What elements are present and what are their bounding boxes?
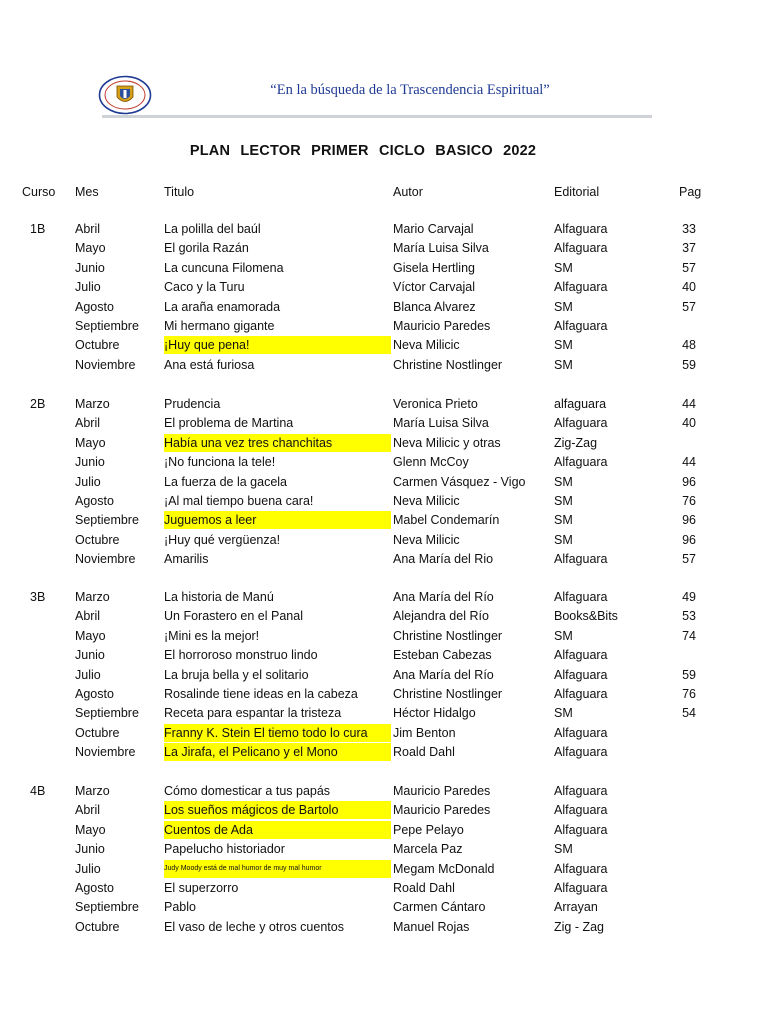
pages-cell: 59: [682, 667, 696, 682]
title-cell: La cuncuna Filomena: [164, 260, 284, 275]
publisher-cell: Alfaguara: [554, 822, 608, 837]
month-cell: Abril: [75, 609, 101, 624]
column-header-curso: Curso: [22, 185, 56, 199]
title-cell: ¡Huy qué vergüenza!: [164, 532, 281, 547]
publisher-cell: SM: [554, 357, 573, 372]
publisher-cell: Alfaguara: [554, 725, 608, 740]
author-cell: Marcela Paz: [393, 842, 463, 857]
author-cell: Ana María del Río: [393, 667, 494, 682]
pages-cell: 59: [682, 357, 696, 372]
author-cell: Megam McDonald: [393, 861, 495, 876]
pages-cell: 44: [682, 397, 696, 411]
publisher-cell: alfaguara: [554, 397, 607, 411]
publisher-cell: Alfaguara: [554, 222, 608, 236]
pages-cell: 74: [682, 628, 696, 643]
author-cell: Pepe Pelayo: [393, 822, 464, 837]
month-cell: Mayo: [75, 435, 106, 450]
course-label: 2B: [30, 397, 46, 411]
month-cell: Junio: [75, 842, 105, 857]
title-cell: El horroroso monstruo lindo: [164, 648, 318, 663]
document-title: PLAN LECTOR PRIMER CICLO BASICO 2022: [189, 143, 537, 159]
author-cell: Mauricio Paredes: [393, 319, 491, 333]
month-cell: Abril: [75, 416, 101, 431]
pages-cell: 76: [682, 687, 696, 701]
pages-cell: 53: [682, 609, 696, 624]
column-header-mes: Mes: [75, 185, 99, 199]
author-cell: Roald Dahl: [393, 881, 455, 895]
author-cell: Carmen Cántaro: [393, 900, 486, 915]
publisher-cell: Alfaguara: [554, 241, 608, 256]
month-cell: Octubre: [75, 532, 120, 547]
publisher-cell: Alfaguara: [554, 784, 608, 798]
author-cell: Neva Milicic: [393, 494, 460, 508]
publisher-cell: Zig - Zag: [554, 919, 605, 934]
course-label: 1B: [30, 222, 46, 236]
month-cell: Abril: [75, 803, 101, 818]
month-cell: Septiembre: [75, 900, 139, 915]
publisher-cell: Arrayan: [554, 900, 598, 915]
course-label: 4B: [30, 784, 46, 798]
school-crest-logo: [98, 75, 152, 115]
pages-cell: 40: [682, 416, 696, 431]
publisher-cell: SM: [554, 628, 573, 643]
author-cell: Neva Milicic y otras: [393, 435, 501, 450]
publisher-cell: SM: [554, 532, 573, 547]
month-cell: Septiembre: [75, 513, 139, 528]
title-cell: Mi hermano gigante: [164, 319, 275, 333]
publisher-cell: Alfaguara: [554, 687, 608, 701]
publisher-cell: SM: [554, 260, 573, 275]
month-cell: Julio: [75, 280, 101, 295]
title-cell: ¡Mini es la mejor!: [164, 628, 260, 643]
pages-cell: 57: [682, 260, 696, 275]
author-cell: Christine Nostlinger: [393, 357, 503, 372]
publisher-cell: Alfaguara: [554, 319, 608, 333]
title-cell: Cuentos de Ada: [164, 821, 391, 839]
author-cell: Blanca Alvarez: [393, 299, 476, 314]
author-cell: Veronica Prieto: [393, 397, 478, 411]
title-cell: Cómo domesticar a tus papás: [164, 784, 331, 798]
title-cell: Franny K. Stein El tiemo todo lo cura: [164, 724, 391, 742]
author-cell: Carmen Vásquez - Vigo: [393, 474, 526, 489]
month-cell: Marzo: [75, 397, 110, 411]
publisher-cell: SM: [554, 494, 573, 508]
author-cell: Esteban Cabezas: [393, 648, 492, 663]
title-cell: Papelucho historiador: [164, 842, 285, 857]
publisher-cell: Alfaguara: [554, 648, 608, 663]
column-header-titulo: Titulo: [164, 185, 195, 199]
month-cell: Julio: [75, 474, 101, 489]
pages-cell: 48: [682, 338, 696, 353]
title-cell: Los sueños mágicos de Bartolo: [164, 801, 391, 819]
publisher-cell: SM: [554, 474, 573, 489]
publisher-cell: SM: [554, 299, 573, 314]
title-cell: ¡Huy que pena!: [164, 336, 391, 354]
month-cell: Septiembre: [75, 706, 139, 721]
course-label: 3B: [30, 590, 46, 604]
publisher-cell: SM: [554, 842, 573, 857]
pages-cell: 76: [682, 494, 696, 508]
author-cell: Manuel Rojas: [393, 919, 470, 934]
author-cell: Mauricio Paredes: [393, 784, 491, 798]
month-cell: Septiembre: [75, 319, 139, 333]
publisher-cell: Alfaguara: [554, 280, 608, 295]
title-cell: La bruja bella y el solitario: [164, 667, 309, 682]
author-cell: Neva Milicic: [393, 338, 460, 353]
header-divider: [102, 115, 652, 118]
publisher-cell: Alfaguara: [554, 455, 608, 470]
publisher-cell: SM: [554, 513, 573, 528]
month-cell: Marzo: [75, 590, 110, 604]
title-cell: Había una vez tres chanchitas: [164, 434, 391, 452]
title-cell: La araña enamorada: [164, 299, 281, 314]
author-cell: Ana María del Río: [393, 590, 494, 604]
column-header-editorial: Editorial: [554, 185, 600, 199]
month-cell: Agosto: [75, 881, 114, 895]
title-cell: El gorila Razán: [164, 241, 249, 256]
publisher-cell: Zig-Zag: [554, 435, 598, 450]
title-cell: La historia de Manú: [164, 590, 274, 604]
author-cell: Roald Dahl: [393, 745, 455, 760]
month-cell: Noviembre: [75, 552, 136, 567]
pages-cell: 33: [682, 222, 696, 236]
publisher-cell: Alfaguara: [554, 416, 608, 431]
author-cell: Mabel Condemarín: [393, 513, 500, 528]
author-cell: Mario Carvajal: [393, 222, 474, 236]
pages-cell: 96: [682, 474, 696, 489]
title-cell: Caco y la Turu: [164, 280, 245, 295]
title-cell: El vaso de leche y otros cuentos: [164, 919, 344, 934]
title-cell: ¡Al mal tiempo buena cara!: [164, 494, 314, 508]
author-cell: Héctor Hidalgo: [393, 706, 476, 721]
author-cell: Neva Milicic: [393, 532, 460, 547]
publisher-cell: Alfaguara: [554, 861, 608, 876]
month-cell: Abril: [75, 222, 101, 236]
month-cell: Mayo: [75, 822, 106, 837]
pages-cell: 37: [682, 241, 696, 256]
author-cell: Gisela Hertling: [393, 260, 475, 275]
month-cell: Mayo: [75, 241, 106, 256]
month-cell: Octubre: [75, 919, 120, 934]
title-cell: Rosalinde tiene ideas en la cabeza: [164, 687, 358, 701]
publisher-cell: Alfaguara: [554, 745, 608, 760]
title-cell: Judy Moody está de mal humor de muy mal humor: [164, 860, 391, 878]
author-cell: Christine Nostlinger: [393, 687, 503, 701]
pages-cell: 49: [682, 590, 696, 604]
publisher-cell: Alfaguara: [554, 803, 608, 818]
month-cell: Octubre: [75, 725, 120, 740]
title-cell: Prudencia: [164, 397, 221, 411]
title-cell: El superzorro: [164, 881, 239, 895]
school-motto: “En la búsqueda de la Trascendencia Espiritual”: [270, 82, 550, 98]
author-cell: Víctor Carvajal: [393, 280, 475, 295]
month-cell: Julio: [75, 667, 101, 682]
pages-cell: 44: [682, 455, 696, 470]
publisher-cell: Alfaguara: [554, 590, 608, 604]
month-cell: Marzo: [75, 784, 110, 798]
author-cell: Mauricio Paredes: [393, 803, 491, 818]
publisher-cell: SM: [554, 706, 573, 721]
author-cell: Alejandra del Río: [393, 609, 489, 624]
column-header-autor: Autor: [393, 185, 423, 199]
pages-cell: 96: [682, 513, 696, 528]
author-cell: Jim Benton: [393, 725, 456, 740]
month-cell: Noviembre: [75, 745, 136, 760]
title-cell: El problema de Martina: [164, 416, 294, 431]
month-cell: Junio: [75, 455, 105, 470]
publisher-cell: Books&Bits: [554, 609, 618, 624]
title-cell: ¡No funciona la tele!: [164, 455, 276, 470]
pages-cell: 96: [682, 532, 696, 547]
column-header-pag: Pag: [679, 185, 702, 199]
pages-cell: 40: [682, 280, 696, 295]
publisher-cell: Alfaguara: [554, 667, 608, 682]
month-cell: Octubre: [75, 338, 120, 353]
title-cell: Receta para espantar la tristeza: [164, 706, 342, 721]
author-cell: María Luisa Silva: [393, 416, 489, 431]
month-cell: Agosto: [75, 299, 114, 314]
title-cell: La polilla del baúl: [164, 222, 261, 236]
month-cell: Julio: [75, 861, 101, 876]
publisher-cell: Alfaguara: [554, 881, 608, 895]
title-cell: La Jirafa, el Pelicano y el Mono: [164, 743, 391, 761]
title-cell: Un Forastero en el Panal: [164, 609, 303, 624]
month-cell: Mayo: [75, 628, 106, 643]
publisher-cell: SM: [554, 338, 573, 353]
month-cell: Agosto: [75, 687, 114, 701]
author-cell: Christine Nostlinger: [393, 628, 503, 643]
title-cell: La fuerza de la gacela: [164, 474, 288, 489]
author-cell: Ana María del Rio: [393, 552, 494, 567]
author-cell: Glenn McCoy: [393, 455, 469, 470]
month-cell: Noviembre: [75, 357, 136, 372]
document-header: [0, 0, 768, 120]
pages-cell: 57: [682, 299, 696, 314]
pages-cell: 54: [682, 706, 696, 721]
pages-cell: 57: [682, 552, 696, 567]
publisher-cell: Alfaguara: [554, 552, 608, 567]
title-cell: Pablo: [164, 900, 196, 915]
month-cell: Agosto: [75, 494, 114, 508]
title-cell: Amarilis: [164, 552, 209, 567]
author-cell: María Luisa Silva: [393, 241, 489, 256]
month-cell: Junio: [75, 648, 105, 663]
title-cell: Ana está furiosa: [164, 357, 255, 372]
month-cell: Junio: [75, 260, 105, 275]
title-cell: Juguemos a leer: [164, 511, 391, 529]
